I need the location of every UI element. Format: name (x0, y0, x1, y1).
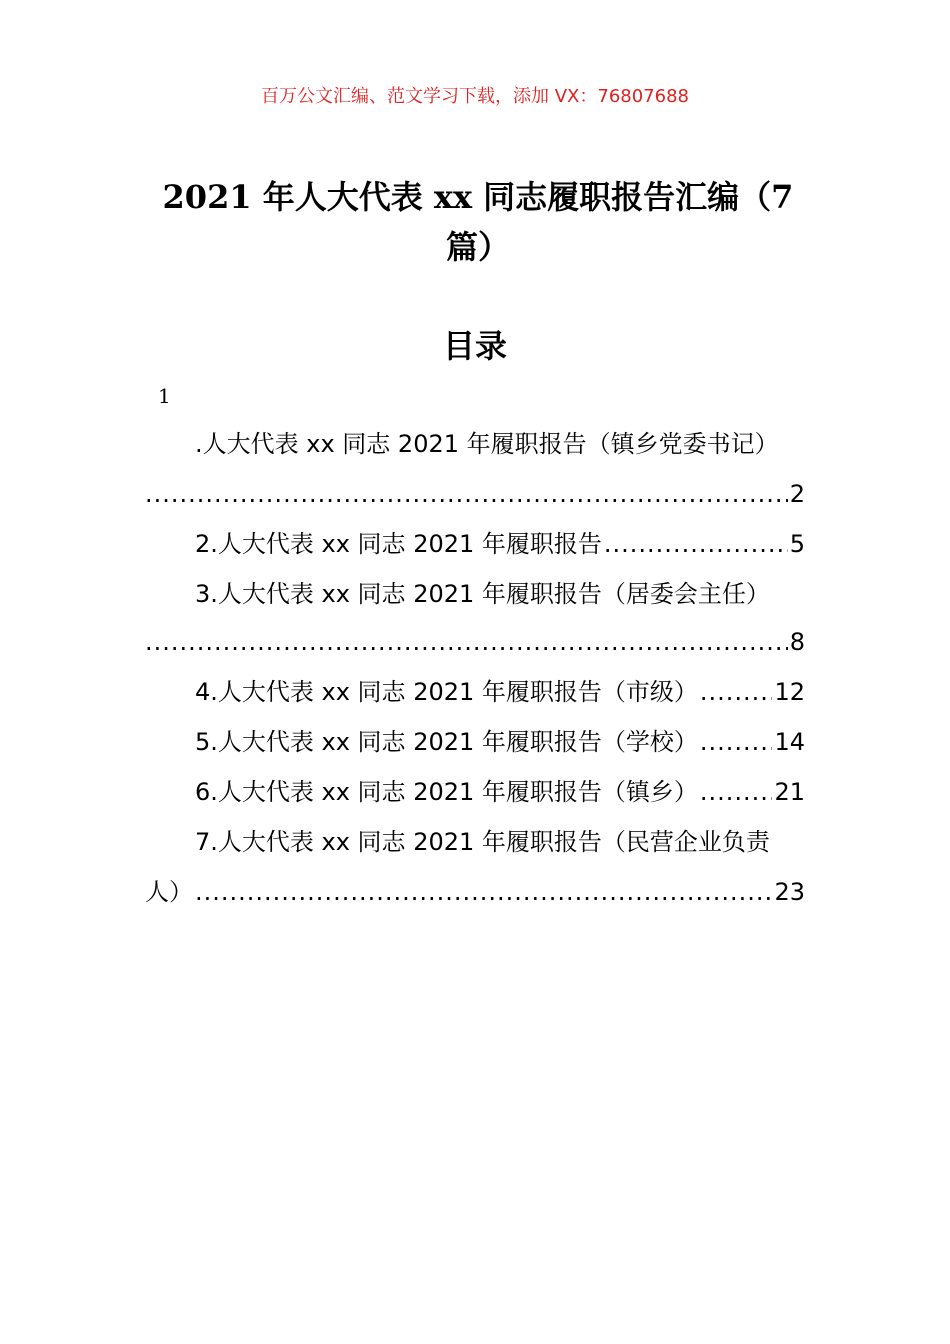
toc-entry-2[interactable] (145, 526, 805, 562)
toc-entry-6-text: 6.人大代表 xx 同志 2021 年履职报告（镇乡） (195, 778, 698, 806)
toc-entry-6[interactable] (145, 774, 805, 810)
toc-entry-2-leader (604, 526, 788, 562)
toc-entry-3-text: 3.人大代表 xx 同志 2021 年履职报告（居委会主任） (195, 580, 770, 608)
toc-entry-7-line1[interactable] (145, 824, 805, 860)
toc-entry-1-text: .人大代表 xx 同志 2021 年履职报告（镇乡党委书记） (195, 430, 779, 458)
toc-entry-7-page: 23 (774, 878, 805, 906)
toc-entry-3-line2[interactable] (145, 624, 805, 660)
toc-entry-1-leader (145, 476, 788, 512)
toc-entry-5-leader (700, 724, 773, 760)
toc-entry-7-leader (195, 874, 772, 910)
toc-entry-5-page: 14 (774, 728, 805, 756)
toc-entry-3-page: 8 (789, 628, 805, 656)
toc-entry-5-text: 5.人大代表 xx 同志 2021 年履职报告（学校） (195, 728, 698, 756)
toc-entry-7-text-line2: 人） (145, 878, 193, 906)
header-watermark-note: 百万公文汇编、范文学习下载，添加 VX：76807688 (261, 86, 689, 107)
toc-entry-2-page: 5 (789, 530, 805, 558)
document-title: 2021 年人大代表 xx 同志履职报告汇编（7 篇） (162, 178, 794, 266)
toc-heading: 目录 (442, 327, 507, 365)
toc-entry-3-leader (145, 624, 788, 660)
toc-entry-1-page: 2 (789, 480, 805, 508)
toc-entry-5[interactable] (145, 724, 805, 760)
toc-entry-4[interactable] (145, 674, 805, 710)
toc-entry-4-text: 4.人大代表 xx 同志 2021 年履职报告（市级） (195, 678, 698, 706)
toc-entry-1-line1[interactable] (145, 426, 805, 462)
toc-entry-7-text-line1: 7.人大代表 xx 同志 2021 年履职报告（民营企业负责 (195, 828, 770, 856)
toc-entry-7-line2[interactable] (145, 874, 805, 910)
toc-entry-1-line2[interactable] (145, 476, 805, 512)
toc-entry-4-page: 12 (774, 678, 805, 706)
toc-entry-6-leader (700, 774, 773, 810)
toc-entry-4-leader (700, 674, 773, 710)
toc-entry-3-line1[interactable] (145, 576, 805, 612)
toc-stray-number: 1 (158, 384, 171, 408)
toc-entry-2-text: 2.人大代表 xx 同志 2021 年履职报告 (195, 530, 602, 558)
toc-entry-6-page: 21 (774, 778, 805, 806)
